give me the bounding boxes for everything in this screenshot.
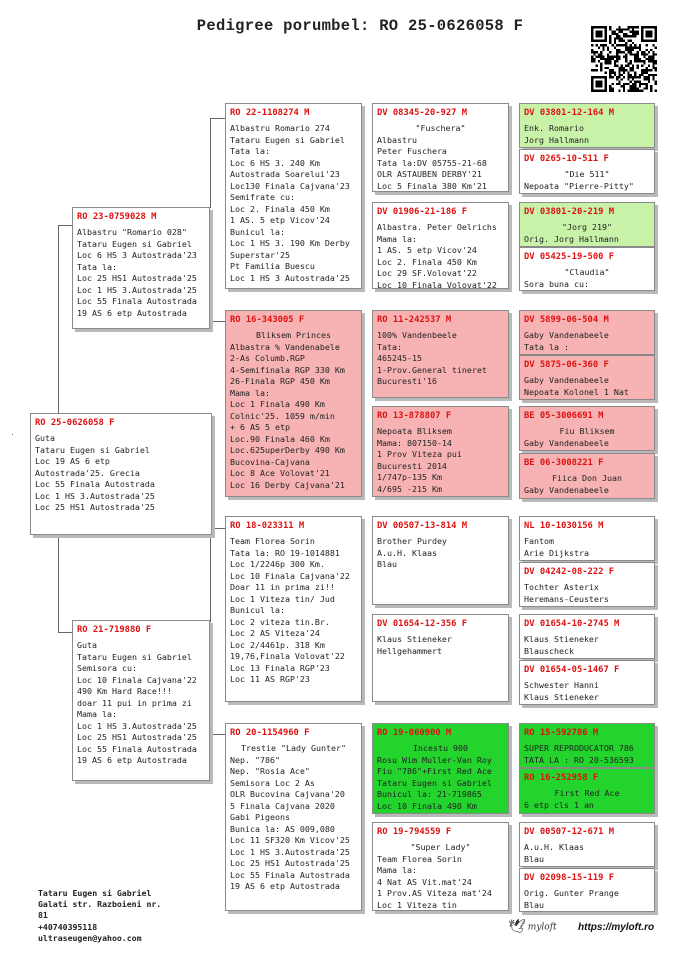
ring-number: DV 03801-20-219 M (524, 207, 615, 217)
pigeon-card-gen4[interactable] (372, 822, 509, 911)
connector (210, 118, 211, 208)
card-line: Arie Dijkstra (524, 547, 589, 558)
card-line: 4 Nat AS Vit.mat'24 (377, 876, 472, 887)
pigeon-card-gen5[interactable] (519, 247, 655, 291)
ring-number: DV 01906-21-186 F (377, 207, 468, 217)
card-line: Tata la: RO 19-1014881 (230, 547, 340, 558)
card-line: Guta (35, 433, 55, 443)
pigeon-card-gen4[interactable] (372, 103, 509, 192)
pigeon-card-gen5[interactable] (519, 202, 655, 247)
card-line: Albastru "Romario 028" (77, 227, 187, 237)
card-line: Tataru Eugen si Gabriel (230, 134, 345, 145)
card-line: Peter Fuschera (377, 146, 447, 156)
pigeon-card-gen4[interactable] (372, 406, 509, 497)
ring-number: DV 5875-06-360 F (524, 360, 609, 370)
pigeon-card-sire-sire[interactable] (225, 103, 362, 289)
card-line: Tataru Eugen si Gabriel (35, 444, 150, 455)
ring-number: DV 00507-12-671 M (524, 827, 615, 837)
connector (58, 535, 59, 633)
card-line: Albastra % Vandenabele (230, 341, 340, 352)
pigeon-card-gen5[interactable] (519, 660, 655, 705)
card-line: "Claudia" (564, 267, 610, 277)
card-line: Jorg Hallmann (524, 134, 589, 145)
card-line: Guta (77, 640, 97, 650)
card-line: 19 AS 6 etp Autostrada (230, 881, 340, 891)
connector (210, 321, 225, 322)
card-line: Fiica Don Juan (552, 473, 622, 483)
card-line: Loc 55 Finala Autostrada (77, 296, 197, 306)
card-line: 19 AS 6 etp Autostrada (77, 755, 187, 765)
card-line: Doar 11 in prima zi!! (230, 582, 335, 592)
pigeon-card-gen5[interactable] (519, 562, 655, 607)
card-line: Loc.90 Finala 460 Km (230, 433, 330, 444)
card-line: Klaus Stieneker (524, 634, 599, 644)
connector (210, 528, 225, 529)
ring-number: RO 15-592786 M (524, 728, 599, 738)
card-line: Loc.625uperDerby 490 Km (230, 445, 345, 455)
card-line: Hellgehammert (377, 645, 442, 656)
card-line: Team Florea Sorin (230, 536, 315, 546)
bird-icon: 🕊 (508, 919, 526, 935)
card-line: Tata la: (77, 261, 117, 272)
owner-address: Galati str. Razboieni nr. (38, 899, 162, 910)
pigeon-card-gen5[interactable] (519, 868, 655, 912)
card-line: Autostrada Soarelui'23 (230, 169, 340, 179)
ring-number: DV 03801-12-164 M (524, 108, 615, 118)
card-line: Brother Purdey (377, 536, 447, 546)
card-line: Loc 6 HS 3 Autostrada'23 (77, 250, 197, 260)
pigeon-card-gen5[interactable] (519, 406, 655, 451)
pigeon-card-gen5[interactable] (519, 453, 655, 499)
card-line: 1 Prov Viteza pui (377, 449, 462, 459)
card-line: Orig. Jorg Hallmann (524, 233, 619, 244)
pigeon-card-gen4[interactable] (372, 310, 509, 398)
card-line: Nepoata Bliksem (377, 426, 452, 436)
card-line: Loc 8 Ace Volovat'21 (230, 468, 330, 478)
card-line: 1-Prov.General tineret (377, 364, 487, 375)
connector (210, 528, 211, 622)
ring-number: DV 02098-15-119 F (524, 873, 615, 883)
card-line: Loc 13 Finala RGP'23 (230, 662, 330, 673)
card-line: "Jorg 219" (562, 222, 612, 232)
card-line: Bucuresti'16 (377, 376, 437, 386)
card-line: Semisora cu: (77, 663, 137, 673)
card-line: Tata la:DV 05755-21-68 (377, 157, 487, 168)
ring-number: RO 18-023311 M (230, 521, 305, 531)
card-line: 19,76,Finala Volovat'22 (230, 651, 345, 661)
card-line: 4/695 -215 Km (377, 483, 442, 494)
card-line: Bliksem Princes (256, 330, 331, 340)
card-line: Loc 25 HS1 Autostrada'25 (77, 732, 197, 742)
card-line: Incestu 900 (413, 743, 468, 753)
card-line: Loc 1 HS 3.Autostrada'25 (35, 490, 155, 501)
card-line: 1/747p-135 Km (377, 472, 442, 482)
card-line: Nep. "Rosia Ace" (230, 766, 310, 776)
pigeon-card-gen5[interactable] (519, 614, 655, 659)
pigeon-card-gen5[interactable] (519, 768, 655, 814)
ring-number: RO 16-343005 F (230, 315, 305, 325)
connector (58, 632, 72, 633)
card-line: First Red Ace (554, 788, 620, 798)
card-line: Albastru Romario 274 (230, 123, 330, 133)
ring-number: RO 25-0626058 F (35, 418, 115, 428)
card-line: Loc 2. Finala 450 Km (377, 256, 477, 267)
card-line: Loc 25 HS1 Autostrada'25 (230, 858, 350, 868)
card-line: Orig. Gunter Prange (524, 888, 619, 898)
card-line: Mama la: (377, 233, 417, 244)
card-line: Loc 1 HS 3.Autostrada'25 (230, 846, 350, 857)
card-line: 5 Finala Cajvana 2020 (230, 800, 335, 811)
card-line: Schwester Hanni (524, 680, 599, 690)
pigeon-card-gen4[interactable] (372, 202, 509, 289)
card-line: A.u.H. Klaas (524, 842, 584, 852)
card-line: Fantom (524, 536, 554, 546)
card-line: Loc 10 Finala 490 Km (377, 800, 477, 811)
card-line: Loc 10 Finala Volovat'22 (377, 279, 497, 289)
pigeon-card-subject[interactable] (30, 413, 212, 535)
ring-number: RO 11-242537 M (377, 315, 452, 325)
card-line: Superstar'25 (230, 249, 290, 260)
card-line: Loc 25 HS1 Autostrada'25 (77, 273, 197, 283)
pigeon-card-gen4[interactable] (372, 614, 509, 702)
myloft-logo: 🕊 myloft (508, 919, 557, 935)
card-line: Blau (524, 853, 544, 864)
card-line: Team Florea Sorin (377, 853, 462, 864)
connector (210, 118, 225, 119)
card-line: Fiu "786"+First Red Ace (377, 766, 492, 776)
pigeon-card-gen4[interactable] (372, 516, 509, 605)
card-line: Loc 11 AS RGP'23 (230, 674, 310, 684)
card-line: Gaby Vandenabeele (524, 375, 609, 385)
pigeon-card-dam[interactable] (72, 620, 210, 781)
card-line: 100% Vandenbeele (377, 330, 457, 340)
card-line: Gaby Vandenabeele (524, 484, 609, 495)
ring-number: BE 06-3008221 F (524, 458, 604, 468)
connector (12, 434, 13, 435)
card-line: "Die 511" (564, 169, 610, 179)
connector (210, 734, 225, 735)
pigeon-card-gen5[interactable] (519, 103, 655, 148)
owner-address-number: 81 (38, 910, 48, 921)
ring-number: RO 19-060900 M (377, 728, 452, 738)
pigeon-card-gen5[interactable] (519, 822, 655, 867)
card-line: Albastru (377, 134, 417, 145)
card-line: Albastra. Peter Oelrichs (377, 222, 497, 232)
card-line: A.u.H. Klaas (377, 547, 437, 558)
ring-number: DV 04242-08-222 F (524, 567, 615, 577)
pigeon-card-gen5[interactable] (519, 516, 655, 561)
card-line: Loc 29 SF.Volovat'22 (377, 268, 477, 278)
card-line: Loc 1 Viteza tin/ Jud (230, 593, 335, 604)
card-line: Blau (377, 559, 397, 569)
connector (58, 225, 59, 413)
card-line: doar 11 pui in prima zi (77, 697, 192, 708)
ring-number: RO 21-719880 F (77, 625, 152, 635)
card-line: Tata: (377, 341, 402, 352)
ring-number: NL 10-1030156 M (524, 521, 604, 531)
card-line: Gaby Vandenabeele (524, 330, 609, 340)
card-line: Blau (524, 899, 544, 910)
connector (58, 225, 72, 226)
card-line: Nepoata "Pierre-Pitty" (524, 180, 634, 191)
page-title: Pedigree porumbel: RO 25-0626058 F (196, 17, 524, 35)
card-line: + 6 AS 5 etp (230, 422, 290, 432)
owner-name: Tataru Eugen si Gabriel (38, 888, 152, 898)
card-line: Rosu Wim Muller-Van Roy (377, 754, 492, 765)
card-line: Nep. "786" (230, 754, 280, 765)
card-line: Loc 1 HS 3.Autostrada'25 (77, 720, 197, 731)
card-line: OLR ASTAUBEN DERBY'21 (377, 169, 482, 179)
pigeon-card-gen5[interactable] (519, 310, 655, 355)
card-line: Klaus Stieneker (524, 691, 599, 702)
card-line: OLR Bucovina Cajvana'20 (230, 789, 345, 799)
card-line: 1 AS. 5 etp Vicov'24 (377, 245, 477, 255)
card-line: Gaby Vandenabeele (524, 437, 609, 448)
card-line: Loc 25 HS1 Autostrada'25 (35, 502, 155, 512)
card-line: Bunicul la: (230, 226, 285, 237)
card-line: Loc 6 HS 3. 240 Km (230, 157, 320, 168)
card-line: Tata la : (524, 341, 569, 352)
card-line: Nepoata Kolonel 1 Nat (524, 386, 629, 397)
card-line: Bunicul la: (230, 605, 285, 615)
card-line: "Fuschera" (415, 123, 466, 133)
card-line: Loc 1/2246p 300 Km. (230, 559, 325, 569)
ring-number: DV 0265-10-511 F (524, 154, 609, 164)
card-line: Gabi Pigeons (230, 812, 290, 822)
card-line: Loc 55 Finala Autostrada (77, 743, 197, 754)
card-line: Trestie "Lady Gunter" (241, 743, 346, 753)
card-line: Loc130 Finala Cajvana'23 (230, 180, 350, 191)
card-line: Loc 1 HS 3 Autostrada'25 (230, 272, 350, 283)
card-line: Fiu Bliksem (559, 426, 615, 436)
card-line: Bucovina-Cajvana (230, 456, 310, 467)
owner-email[interactable]: ultraseugen@yahoo.com (38, 932, 142, 943)
card-line: Klaus Stieneker (377, 634, 452, 644)
card-line: Loc 16 Derby Cajvana'21 (230, 479, 345, 490)
pigeon-card-gen5[interactable] (519, 149, 655, 194)
connector (210, 302, 211, 322)
ring-number: DV 01654-12-356 F (377, 619, 468, 629)
ring-number: DV 08345-20-927 M (377, 108, 468, 118)
ring-number: BE 05-3006691 M (524, 411, 604, 421)
ring-number: RO 13-878807 F (377, 411, 452, 421)
card-line: Tochter Asterix (524, 582, 599, 592)
card-line: Tataru Eugen si Gabriel (377, 777, 492, 788)
pigeon-card-sire-dam[interactable] (225, 310, 362, 497)
card-line: Mama la: (377, 865, 417, 875)
card-line: Blauscheck (524, 645, 574, 656)
ring-number: RO 16-252958 F (524, 773, 599, 783)
pigeon-card-sire[interactable] (72, 207, 210, 329)
card-line: Enk. Romario (524, 123, 584, 133)
card-line: Loc 19 AS 6 etp (35, 456, 110, 466)
card-line: Loc 1 Viteza tin (377, 899, 457, 910)
card-line: 490 Km Hard Race!!! (77, 686, 172, 696)
ring-number: DV 05425-19-500 F (524, 252, 615, 262)
card-line: Loc 2 AS Viteza'24 (230, 628, 320, 638)
card-line: Bucuresti 2014 (377, 460, 447, 471)
card-line: Semifrate cu: (230, 192, 295, 202)
owner-phone: +40740395118 (38, 921, 98, 932)
card-line: 2-As Columb.RGP (230, 353, 305, 363)
connector (210, 715, 211, 735)
pigeon-card-gen5[interactable] (519, 723, 655, 768)
card-line: Tataru Eugen si Gabriel (77, 238, 192, 249)
card-line: Tata la: (230, 146, 270, 156)
card-line: Loc 1 HS 3. 190 Km Derby (230, 238, 350, 248)
card-line: Semisora Loc 2 As (230, 777, 315, 788)
pigeon-card-gen4[interactable] (372, 723, 509, 814)
card-line: Loc 5 Finala 380 Km'21 (377, 180, 487, 191)
ring-number: DV 5899-06-504 M (524, 315, 609, 325)
card-line: Heremans-Ceusters (524, 593, 609, 604)
card-line: Loc 1 Finala 490 Km (230, 399, 325, 409)
pigeon-card-dam-sire[interactable] (225, 516, 362, 702)
card-line: Colnic'25. 1059 m/min (230, 410, 335, 421)
card-line: Loc 55 Finala Autostrada (230, 869, 350, 880)
card-line: Loc 10 Finala Cajvana'22 (230, 570, 350, 581)
card-line: Loc 2/4461p. 318 Km (230, 639, 325, 650)
pigeon-card-gen5[interactable] (519, 355, 655, 400)
card-line: 4-Semifinala RGP 330 Km (230, 364, 345, 375)
ring-number: DV 01654-05-1467 F (524, 665, 620, 675)
card-line: Mama la: (230, 387, 270, 398)
qr-code (591, 26, 657, 92)
card-line: Mama la: (77, 709, 117, 719)
card-line: 6 etp cls 1 an (524, 799, 594, 810)
card-line: Autostrada'25. Grecia (35, 467, 140, 478)
card-line: Bunicul la: 21-719865 (377, 789, 482, 799)
ring-number: DV 01654-10-2745 M (524, 619, 620, 629)
card-line: 1 Prov.AS Viteza mat'24 (377, 888, 492, 898)
ring-number: RO 22-1108274 M (230, 108, 310, 118)
card-line: SUPER REPRODUCATOR 786 (524, 743, 634, 753)
card-line: 26-Finala RGP 450 Km (230, 376, 330, 386)
card-line: Loc 2 viteza tin.Br. (230, 616, 330, 627)
ring-number: RO 23-0759028 M (77, 212, 157, 222)
card-line: Loc 11 SF320 Km Vicov'25 (230, 835, 350, 845)
card-line: 19 AS 6 etp Autostrada (77, 307, 187, 318)
card-line: TATA LA : RO 20-536593 (524, 754, 634, 765)
ring-number: RO 20-1154960 F (230, 728, 310, 738)
ring-number: RO 19-794559 F (377, 827, 452, 837)
card-line: Bunica la: AS 009,080 (230, 823, 335, 834)
card-line: Mama: 807150-14 (377, 437, 452, 448)
card-line: "Super Lady" (410, 842, 471, 852)
card-line: 1 AS. 5 etp Vicov'24 (230, 215, 330, 225)
card-line: Pt Familia Buescu (230, 261, 315, 271)
pigeon-card-dam-dam[interactable] (225, 723, 362, 911)
card-line: Sora buna cu: (524, 278, 589, 289)
owner-contact (38, 888, 161, 944)
card-line: 465245-15 (377, 353, 422, 363)
website-link[interactable]: https://myloft.ro (578, 922, 655, 933)
card-line: Loc 1 HS 3.Autostrada'25 (77, 284, 197, 295)
card-line: Loc 10 Finala Cajvana'22 (77, 674, 197, 685)
card-line: Loc 55 Finala Autostrada (35, 479, 155, 489)
card-line: Tataru Eugen si Gabriel (77, 651, 192, 662)
card-line: Loc 2. Finala 450 Km (230, 203, 330, 214)
ring-number: DV 00507-13-814 M (377, 521, 468, 531)
